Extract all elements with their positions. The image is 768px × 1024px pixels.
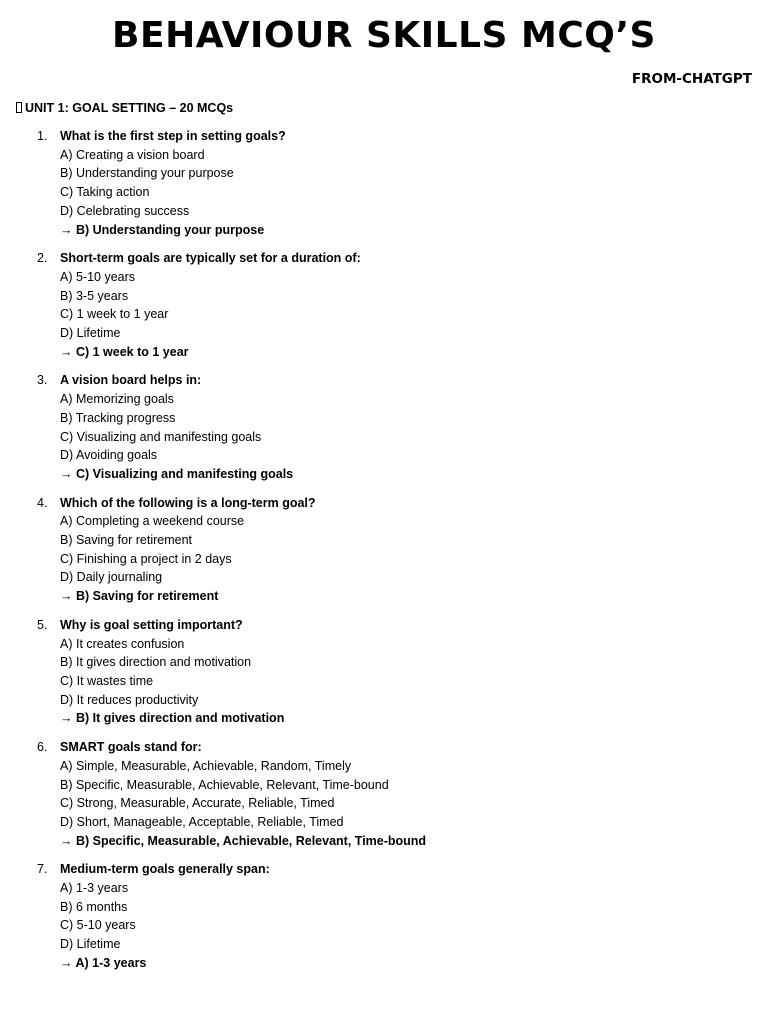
question-text: Which of the following is a long-term goal? <box>60 495 316 510</box>
correct-answer: → B) It gives direction and motivation <box>60 711 285 726</box>
question-item <box>0 494 768 606</box>
answer-option: A) Memorizing goals <box>60 392 174 407</box>
answer-option: B) 6 months <box>60 899 128 914</box>
correct-answer: → B) Saving for retirement <box>60 589 219 604</box>
question-item <box>0 738 768 850</box>
answer-option: B) Understanding your purpose <box>60 166 234 181</box>
answer-option: A) Simple, Measurable, Achievable, Random, Timely <box>60 758 352 773</box>
source-label: FROM-CHATGPT <box>631 71 752 87</box>
answer-option: C) Taking action <box>60 185 150 200</box>
answer-option: A) 1-3 years <box>60 881 129 896</box>
question-item <box>0 616 768 728</box>
answer-option: A) It creates confusion <box>60 636 185 651</box>
question-number: 5. <box>37 617 48 632</box>
answer-option: B) It gives direction and motivation <box>60 655 252 670</box>
correct-answer: → B) Understanding your purpose <box>60 222 265 237</box>
answer-option: D) Daily journaling <box>60 570 163 585</box>
missing-glyph-icon <box>16 102 22 113</box>
answer-option: D) Lifetime <box>60 937 121 952</box>
page-title: BEHAVIOUR SKILLS MCQ’S <box>112 15 656 56</box>
question-text: Medium-term goals generally span: <box>60 862 270 877</box>
question-text: A vision board helps in: <box>60 373 202 388</box>
answer-option: D) Celebrating success <box>60 203 190 218</box>
correct-answer: → A) 1-3 years <box>60 955 147 970</box>
question-item <box>0 249 768 361</box>
question-list <box>0 127 768 983</box>
question-number: 7. <box>37 862 48 877</box>
answer-option: B) 3-5 years <box>60 288 129 303</box>
answer-option: B) Tracking progress <box>60 410 176 425</box>
answer-option: D) It reduces productivity <box>60 692 199 707</box>
correct-answer: → C) 1 week to 1 year <box>60 344 189 359</box>
question-item <box>0 860 768 972</box>
question-item <box>0 127 768 239</box>
question-number: 3. <box>37 373 48 388</box>
answer-option: A) Creating a vision board <box>60 147 205 162</box>
question-number: 2. <box>37 251 48 266</box>
correct-answer: → B) Specific, Measurable, Achievable, Relevant, Time-bound <box>60 833 427 848</box>
answer-option: C) 1 week to 1 year <box>60 307 169 322</box>
unit-heading-text: UNIT 1: GOAL SETTING – 20 MCQs <box>25 101 234 115</box>
question-number: 4. <box>37 495 48 510</box>
correct-answer: → C) Visualizing and manifesting goals <box>60 466 294 481</box>
question-text: SMART goals stand for: <box>60 740 202 755</box>
answer-option: D) Lifetime <box>60 326 121 341</box>
question-number: 1. <box>37 129 48 143</box>
answer-option: D) Avoiding goals <box>60 448 158 463</box>
answer-option: C) Visualizing and manifesting goals <box>60 429 262 444</box>
answer-option: C) 5-10 years <box>60 918 136 933</box>
question-text: What is the first step in setting goals? <box>60 129 286 143</box>
question-text: Short-term goals are typically set for a duration of: <box>60 251 361 266</box>
question-item <box>0 371 768 483</box>
answer-option: B) Saving for retirement <box>60 533 192 548</box>
question-number: 6. <box>37 740 48 755</box>
answer-option: A) Completing a weekend course <box>60 514 245 529</box>
answer-option: C) Strong, Measurable, Accurate, Reliable, Timed <box>60 796 335 811</box>
answer-option: C) Finishing a project in 2 days <box>60 551 232 566</box>
answer-option: A) 5-10 years <box>60 269 136 284</box>
answer-option: C) It wastes time <box>60 673 154 688</box>
answer-option: B) Specific, Measurable, Achievable, Relevant, Time-bound <box>60 777 389 792</box>
unit-heading <box>16 99 233 117</box>
answer-option: D) Short, Manageable, Acceptable, Reliable, Timed <box>60 814 344 829</box>
question-text: Why is goal setting important? <box>60 617 243 632</box>
